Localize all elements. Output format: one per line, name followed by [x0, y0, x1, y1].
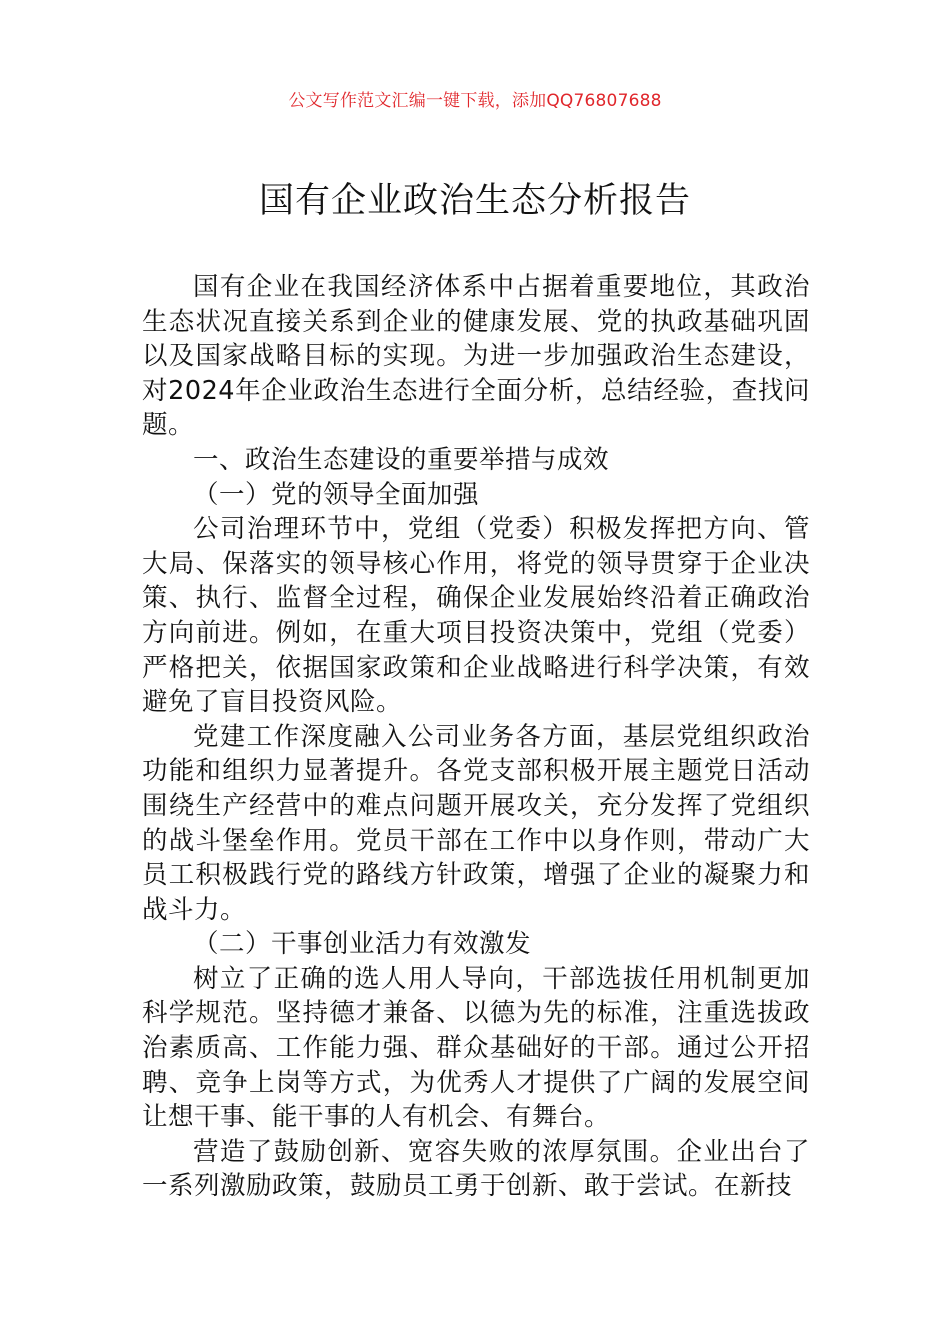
- body-paragraph: 树立了正确的选人用人导向，干部选拔任用机制更加科学规范。坚持德才兼备、以德为先的标准，注重选拔政治素质高、工作能力强、群众基础好的干部。通过公开招聘、竞争上岗等方式，为优秀人才提供了广阔的发展空间让想干事、能干事的人有机会、有舞台。: [142, 963, 810, 1133]
- section-heading-1: 一、政治生态建设的重要举措与成效: [193, 444, 610, 475]
- body-paragraph: 党建工作深度融入公司业务各方面，基层党组织政治功能和组织力显著提升。各党支部积极开展主题党日活动围绕生产经营中的难点问题开展攻关，充分发挥了党组织的战斗堡垒作用。党员干部在工作中以身作则，带动广大员工积极践行党的路线方针政策，增强了企业的凝聚力和战斗力。: [142, 721, 810, 925]
- body-paragraph: 营造了鼓励创新、宽容失败的浓厚氛围。企业出台了一系列激励政策，鼓励员工勇于创新、敢于尝试。在新技: [142, 1136, 810, 1202]
- document-body: [142, 270, 810, 1204]
- subsection-heading-2: （二）干事创业活力有效激发: [193, 929, 532, 960]
- subsection-heading-1: （一）党的领导全面加强: [193, 479, 480, 510]
- document-title: 国有企业政治生态分析报告: [258, 181, 691, 221]
- body-paragraph: 公司治理环节中，党组（党委）积极发挥把方向、管大局、保落实的领导核心作用，将党的领导贯穿于企业决策、执行、监督全过程，确保企业发展始终沿着正确政治方向前进。例如，在重大项目投资决策中，党组（党委）严格把关，依据国家政策和企业战略进行科学决策，有效避免了盲目投资风险。: [142, 514, 810, 718]
- header-download-note: 公文写作范文汇编一键下载，添加QQ76807688: [288, 91, 662, 111]
- intro-paragraph: 国有企业在我国经济体系中占据着重要地位，其政治生态状况直接关系到企业的健康发展、党的执政基础巩固以及国家战略目标的实现。为进一步加强政治生态建设，对2024年企业政治生态进行全面分析，总结经验，查找问题。: [142, 272, 810, 441]
